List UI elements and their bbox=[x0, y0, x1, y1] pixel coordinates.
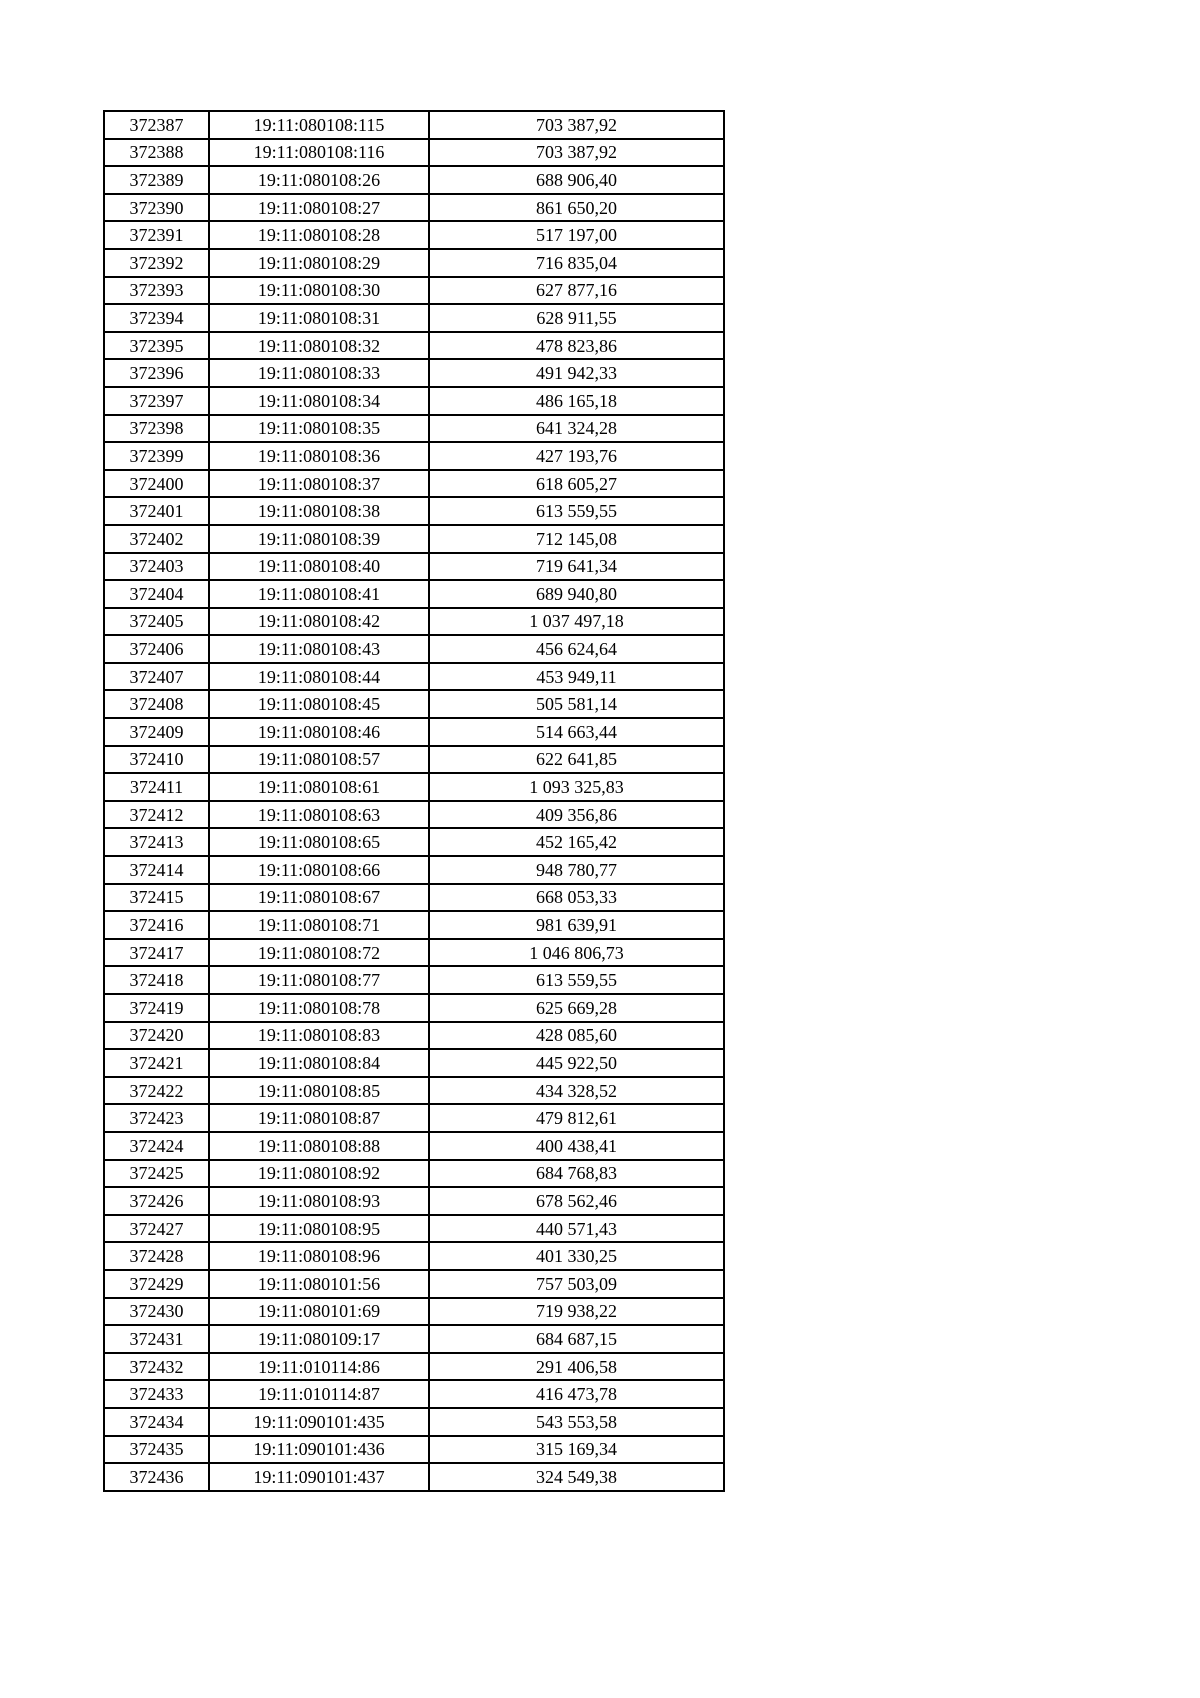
table-row bbox=[104, 470, 724, 498]
cadastral-number-cell: 19:11:080108:35 bbox=[209, 415, 429, 443]
row-number-cell: 372423 bbox=[104, 1104, 209, 1132]
row-number-cell: 372415 bbox=[104, 884, 209, 912]
row-number-cell: 372397 bbox=[104, 387, 209, 415]
table-row bbox=[104, 1187, 724, 1215]
row-number-cell: 372436 bbox=[104, 1463, 209, 1491]
row-number-cell: 372432 bbox=[104, 1353, 209, 1381]
table-row bbox=[104, 1049, 724, 1077]
table-row bbox=[104, 884, 724, 912]
cadastral-number-cell: 19:11:080108:96 bbox=[209, 1242, 429, 1270]
cadastral-number-cell: 19:11:080108:29 bbox=[209, 249, 429, 277]
cadastral-number-cell: 19:11:080108:63 bbox=[209, 801, 429, 829]
cadastral-number-cell: 19:11:080108:78 bbox=[209, 994, 429, 1022]
row-number-cell: 372433 bbox=[104, 1380, 209, 1408]
value-cell: 1 093 325,83 bbox=[429, 773, 724, 801]
table-row bbox=[104, 1104, 724, 1132]
row-number-cell: 372405 bbox=[104, 608, 209, 636]
table-row bbox=[104, 221, 724, 249]
value-cell: 505 581,14 bbox=[429, 690, 724, 718]
table-row bbox=[104, 690, 724, 718]
cadastral-number-cell: 19:11:080108:67 bbox=[209, 884, 429, 912]
row-number-cell: 372399 bbox=[104, 442, 209, 470]
value-cell: 627 877,16 bbox=[429, 277, 724, 305]
row-number-cell: 372402 bbox=[104, 525, 209, 553]
value-cell: 456 624,64 bbox=[429, 635, 724, 663]
value-cell: 543 553,58 bbox=[429, 1408, 724, 1436]
row-number-cell: 372429 bbox=[104, 1270, 209, 1298]
table-row bbox=[104, 139, 724, 167]
cadastral-number-cell: 19:11:080108:42 bbox=[209, 608, 429, 636]
row-number-cell: 372391 bbox=[104, 221, 209, 249]
table-row bbox=[104, 277, 724, 305]
cadastral-number-cell: 19:11:080108:77 bbox=[209, 966, 429, 994]
table-row bbox=[104, 553, 724, 581]
cadastral-number-cell: 19:11:080108:30 bbox=[209, 277, 429, 305]
table-row bbox=[104, 1270, 724, 1298]
table-row bbox=[104, 746, 724, 774]
cadastral-number-cell: 19:11:080108:71 bbox=[209, 911, 429, 939]
table-row bbox=[104, 635, 724, 663]
value-cell: 434 328,52 bbox=[429, 1077, 724, 1105]
row-number-cell: 372418 bbox=[104, 966, 209, 994]
table-row bbox=[104, 828, 724, 856]
row-number-cell: 372398 bbox=[104, 415, 209, 443]
cadastral-number-cell: 19:11:080108:46 bbox=[209, 718, 429, 746]
table-row bbox=[104, 111, 724, 139]
table-row bbox=[104, 1380, 724, 1408]
cadastral-number-cell: 19:11:010114:86 bbox=[209, 1353, 429, 1381]
cadastral-number-cell: 19:11:080108:34 bbox=[209, 387, 429, 415]
value-cell: 514 663,44 bbox=[429, 718, 724, 746]
row-number-cell: 372427 bbox=[104, 1215, 209, 1243]
table-row bbox=[104, 911, 724, 939]
value-cell: 445 922,50 bbox=[429, 1049, 724, 1077]
row-number-cell: 372428 bbox=[104, 1242, 209, 1270]
row-number-cell: 372387 bbox=[104, 111, 209, 139]
cadastral-number-cell: 19:11:080108:65 bbox=[209, 828, 429, 856]
value-cell: 981 639,91 bbox=[429, 911, 724, 939]
value-cell: 757 503,09 bbox=[429, 1270, 724, 1298]
table-row bbox=[104, 939, 724, 967]
row-number-cell: 372435 bbox=[104, 1436, 209, 1464]
row-number-cell: 372411 bbox=[104, 773, 209, 801]
row-number-cell: 372421 bbox=[104, 1049, 209, 1077]
table-row bbox=[104, 1242, 724, 1270]
value-cell: 315 169,34 bbox=[429, 1436, 724, 1464]
cadastral-number-cell: 19:11:080108:84 bbox=[209, 1049, 429, 1077]
value-cell: 428 085,60 bbox=[429, 1022, 724, 1050]
table-row bbox=[104, 497, 724, 525]
cadastral-number-cell: 19:11:080108:85 bbox=[209, 1077, 429, 1105]
value-cell: 486 165,18 bbox=[429, 387, 724, 415]
cadastral-number-cell: 19:11:080101:69 bbox=[209, 1298, 429, 1326]
row-number-cell: 372417 bbox=[104, 939, 209, 967]
cadastral-number-cell: 19:11:080108:28 bbox=[209, 221, 429, 249]
cadastral-number-cell: 19:11:080108:88 bbox=[209, 1132, 429, 1160]
cadastral-number-cell: 19:11:080108:26 bbox=[209, 166, 429, 194]
table-row bbox=[104, 1353, 724, 1381]
value-cell: 625 669,28 bbox=[429, 994, 724, 1022]
row-number-cell: 372410 bbox=[104, 746, 209, 774]
cadastral-number-cell: 19:11:080108:116 bbox=[209, 139, 429, 167]
value-cell: 478 823,86 bbox=[429, 332, 724, 360]
cadastral-number-cell: 19:11:080108:41 bbox=[209, 580, 429, 608]
cadastral-number-cell: 19:11:080101:56 bbox=[209, 1270, 429, 1298]
table-row bbox=[104, 856, 724, 884]
value-cell: 684 687,15 bbox=[429, 1325, 724, 1353]
table-row bbox=[104, 1408, 724, 1436]
value-cell: 861 650,20 bbox=[429, 194, 724, 222]
table-row bbox=[104, 1077, 724, 1105]
value-cell: 401 330,25 bbox=[429, 1242, 724, 1270]
row-number-cell: 372419 bbox=[104, 994, 209, 1022]
value-cell: 291 406,58 bbox=[429, 1353, 724, 1381]
row-number-cell: 372422 bbox=[104, 1077, 209, 1105]
cadastral-number-cell: 19:11:080108:44 bbox=[209, 663, 429, 691]
value-cell: 452 165,42 bbox=[429, 828, 724, 856]
row-number-cell: 372424 bbox=[104, 1132, 209, 1160]
cadastral-number-cell: 19:11:080108:31 bbox=[209, 304, 429, 332]
cadastral-number-cell: 19:11:080108:38 bbox=[209, 497, 429, 525]
value-cell: 324 549,38 bbox=[429, 1463, 724, 1491]
cadastral-number-cell: 19:11:080108:43 bbox=[209, 635, 429, 663]
row-number-cell: 372412 bbox=[104, 801, 209, 829]
cadastral-number-cell: 19:11:080108:45 bbox=[209, 690, 429, 718]
table-row bbox=[104, 332, 724, 360]
table-row bbox=[104, 1215, 724, 1243]
row-number-cell: 372431 bbox=[104, 1325, 209, 1353]
cadastral-number-cell: 19:11:080108:92 bbox=[209, 1160, 429, 1188]
row-number-cell: 372434 bbox=[104, 1408, 209, 1436]
value-cell: 948 780,77 bbox=[429, 856, 724, 884]
value-cell: 613 559,55 bbox=[429, 497, 724, 525]
value-cell: 427 193,76 bbox=[429, 442, 724, 470]
value-cell: 409 356,86 bbox=[429, 801, 724, 829]
value-cell: 641 324,28 bbox=[429, 415, 724, 443]
table-row bbox=[104, 359, 724, 387]
value-cell: 719 938,22 bbox=[429, 1298, 724, 1326]
row-number-cell: 372416 bbox=[104, 911, 209, 939]
table-row bbox=[104, 249, 724, 277]
value-cell: 628 911,55 bbox=[429, 304, 724, 332]
row-number-cell: 372408 bbox=[104, 690, 209, 718]
row-number-cell: 372404 bbox=[104, 580, 209, 608]
row-number-cell: 372401 bbox=[104, 497, 209, 525]
row-number-cell: 372394 bbox=[104, 304, 209, 332]
table-row bbox=[104, 966, 724, 994]
row-number-cell: 372414 bbox=[104, 856, 209, 884]
table-row bbox=[104, 415, 724, 443]
table-row bbox=[104, 1160, 724, 1188]
cadastral-number-cell: 19:11:080108:33 bbox=[209, 359, 429, 387]
row-number-cell: 372409 bbox=[104, 718, 209, 746]
table-row bbox=[104, 608, 724, 636]
cadastral-number-cell: 19:11:080108:83 bbox=[209, 1022, 429, 1050]
row-number-cell: 372403 bbox=[104, 553, 209, 581]
table-row bbox=[104, 387, 724, 415]
data-table bbox=[103, 110, 725, 1492]
value-cell: 719 641,34 bbox=[429, 553, 724, 581]
row-number-cell: 372420 bbox=[104, 1022, 209, 1050]
table-row bbox=[104, 1436, 724, 1464]
cadastral-number-cell: 19:11:080109:17 bbox=[209, 1325, 429, 1353]
value-cell: 703 387,92 bbox=[429, 111, 724, 139]
cadastral-number-cell: 19:11:080108:36 bbox=[209, 442, 429, 470]
cadastral-number-cell: 19:11:080108:95 bbox=[209, 1215, 429, 1243]
value-cell: 668 053,33 bbox=[429, 884, 724, 912]
value-cell: 688 906,40 bbox=[429, 166, 724, 194]
row-number-cell: 372389 bbox=[104, 166, 209, 194]
row-number-cell: 372395 bbox=[104, 332, 209, 360]
row-number-cell: 372413 bbox=[104, 828, 209, 856]
cadastral-number-cell: 19:11:080108:93 bbox=[209, 1187, 429, 1215]
table-row bbox=[104, 1022, 724, 1050]
cadastral-number-cell: 19:11:090101:435 bbox=[209, 1408, 429, 1436]
value-cell: 684 768,83 bbox=[429, 1160, 724, 1188]
table-body bbox=[104, 111, 724, 1491]
row-number-cell: 372392 bbox=[104, 249, 209, 277]
row-number-cell: 372393 bbox=[104, 277, 209, 305]
row-number-cell: 372390 bbox=[104, 194, 209, 222]
cadastral-number-cell: 19:11:080108:57 bbox=[209, 746, 429, 774]
value-cell: 453 949,11 bbox=[429, 663, 724, 691]
row-number-cell: 372407 bbox=[104, 663, 209, 691]
value-cell: 1 037 497,18 bbox=[429, 608, 724, 636]
table-row bbox=[104, 442, 724, 470]
value-cell: 416 473,78 bbox=[429, 1380, 724, 1408]
table-row bbox=[104, 663, 724, 691]
row-number-cell: 372430 bbox=[104, 1298, 209, 1326]
value-cell: 491 942,33 bbox=[429, 359, 724, 387]
cadastral-number-cell: 19:11:090101:436 bbox=[209, 1436, 429, 1464]
table-row bbox=[104, 194, 724, 222]
row-number-cell: 372406 bbox=[104, 635, 209, 663]
row-number-cell: 372400 bbox=[104, 470, 209, 498]
cadastral-number-cell: 19:11:080108:66 bbox=[209, 856, 429, 884]
cadastral-number-cell: 19:11:080108:72 bbox=[209, 939, 429, 967]
value-cell: 703 387,92 bbox=[429, 139, 724, 167]
table-row bbox=[104, 1132, 724, 1160]
table-row bbox=[104, 525, 724, 553]
table-row bbox=[104, 801, 724, 829]
value-cell: 618 605,27 bbox=[429, 470, 724, 498]
cadastral-number-cell: 19:11:090101:437 bbox=[209, 1463, 429, 1491]
row-number-cell: 372425 bbox=[104, 1160, 209, 1188]
table-row bbox=[104, 1325, 724, 1353]
table-row bbox=[104, 994, 724, 1022]
table-row bbox=[104, 773, 724, 801]
table-row bbox=[104, 1463, 724, 1491]
value-cell: 622 641,85 bbox=[429, 746, 724, 774]
value-cell: 712 145,08 bbox=[429, 525, 724, 553]
value-cell: 716 835,04 bbox=[429, 249, 724, 277]
table-row bbox=[104, 580, 724, 608]
cadastral-number-cell: 19:11:080108:39 bbox=[209, 525, 429, 553]
table-row bbox=[104, 166, 724, 194]
value-cell: 440 571,43 bbox=[429, 1215, 724, 1243]
value-cell: 1 046 806,73 bbox=[429, 939, 724, 967]
row-number-cell: 372396 bbox=[104, 359, 209, 387]
cadastral-number-cell: 19:11:010114:87 bbox=[209, 1380, 429, 1408]
value-cell: 517 197,00 bbox=[429, 221, 724, 249]
table-row bbox=[104, 1298, 724, 1326]
cadastral-number-cell: 19:11:080108:115 bbox=[209, 111, 429, 139]
table-row bbox=[104, 718, 724, 746]
value-cell: 400 438,41 bbox=[429, 1132, 724, 1160]
cadastral-number-cell: 19:11:080108:40 bbox=[209, 553, 429, 581]
cadastral-number-cell: 19:11:080108:61 bbox=[209, 773, 429, 801]
value-cell: 613 559,55 bbox=[429, 966, 724, 994]
cadastral-number-cell: 19:11:080108:27 bbox=[209, 194, 429, 222]
value-cell: 479 812,61 bbox=[429, 1104, 724, 1132]
cadastral-number-cell: 19:11:080108:87 bbox=[209, 1104, 429, 1132]
cadastral-number-cell: 19:11:080108:37 bbox=[209, 470, 429, 498]
value-cell: 678 562,46 bbox=[429, 1187, 724, 1215]
cadastral-number-cell: 19:11:080108:32 bbox=[209, 332, 429, 360]
table-row bbox=[104, 304, 724, 332]
value-cell: 689 940,80 bbox=[429, 580, 724, 608]
row-number-cell: 372388 bbox=[104, 139, 209, 167]
row-number-cell: 372426 bbox=[104, 1187, 209, 1215]
